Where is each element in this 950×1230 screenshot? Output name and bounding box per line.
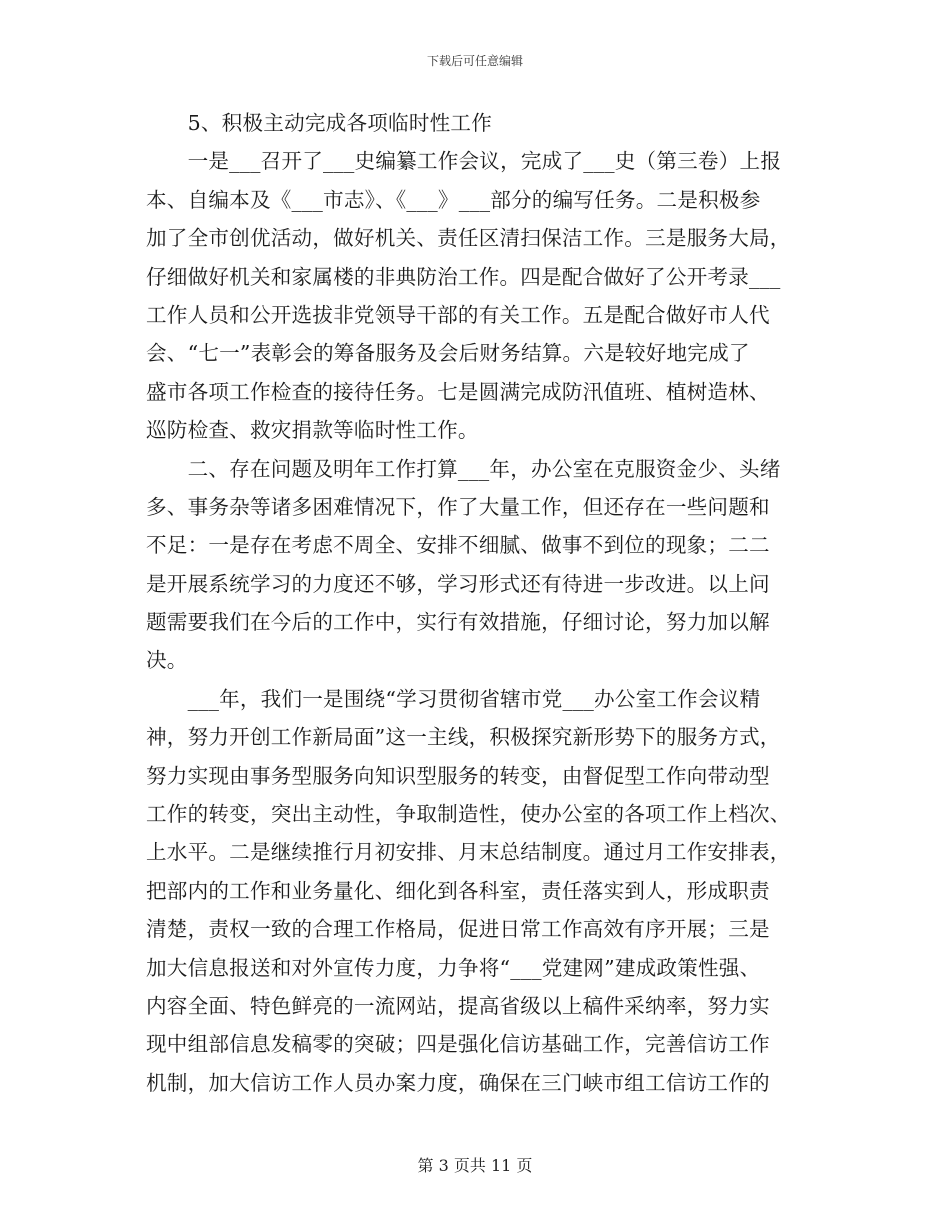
text-line: 巡防检查、救灾捐款等临时性工作。 <box>146 418 479 443</box>
text-line: 把部内的工作和业务量化、细化到各科室，责任落实到人，形成职责 <box>146 878 770 903</box>
text-line: 盛市各项工作检查的接待任务。七是圆满完成防汛值班、植树造林、 <box>146 379 770 404</box>
text-line: 不足：一是存在考虑不周全、安排不细腻、做事不到位的现象；二二 <box>146 533 770 558</box>
text-line: 加大信息报送和对外宣传力度，力争将“___党建网”建成政策性强、 <box>146 955 761 980</box>
text-line: 多、事务杂等诸多困难情况下，作了大量工作，但还存在一些问题和 <box>146 494 770 519</box>
text-line: 二、存在问题及明年工作打算___年，办公室在克服资金少、头绪 <box>146 456 781 481</box>
text-line: 决。 <box>146 648 188 673</box>
text-line: 题需要我们在今后的工作中，实行有效措施，仔细讨论，努力加以解 <box>146 610 770 635</box>
text-line: 上水平。二是继续推行月初安排、月末总结制度。通过月工作安排表， <box>146 840 791 865</box>
text-line: 工作人员和公开选拔非党领导干部的有关工作。五是配合做好市人代 <box>146 302 770 327</box>
text-line: 加了全市创优活动，做好机关、责任区清扫保洁工作。三是服务大局， <box>146 226 791 251</box>
text-line: 机制，加大信访工作人员办案力度，确保在三门峡市组工信访工作的 <box>146 1070 770 1095</box>
text-line: 是开展系统学习的力度还不够，学习形式还有待进一步改进。以上问 <box>146 571 770 596</box>
text-line: 工作的转变，突出主动性，争取制造性，使办公室的各项工作上档次、 <box>146 802 791 827</box>
text-line: 本、自编本及《___市志》、《___》___部分的编写任务。二是积极参 <box>146 187 761 212</box>
page-header: 下载后可任意编辑 <box>426 54 523 68</box>
text-line: 仔细做好机关和家属楼的非典防治工作。四是配合做好了公开考录___ <box>146 264 781 289</box>
text-line: 会、“七一”表彰会的筹备服务及会后财务结算。六是较好地完成了 <box>146 341 750 366</box>
text-line: 神，努力开创工作新局面”这一主线，积极探究新形势下的服务方式， <box>146 725 781 750</box>
text-line: 现中组部信息发稿零的突破；四是强化信访基础工作，完善信访工作 <box>146 1032 770 1057</box>
text-line: 5、积极主动完成各项临时性工作 <box>146 111 493 135</box>
page-footer: 第 3 页共 11 页 <box>417 1156 533 1175</box>
text-line: ___年，我们一是围绕“学习贯彻省辖市党___办公室工作会议精 <box>146 686 761 711</box>
text-line: 内容全面、特色鲜亮的一流网站，提高省级以上稿件采纳率，努力实 <box>146 993 770 1018</box>
text-line: 清楚，责权一致的合理工作格局，促进日常工作高效有序开展；三是 <box>146 917 770 942</box>
text-line: 努力实现由事务型服务向知识型服务的转变，由督促型工作向带动型 <box>146 763 770 788</box>
text-line: 一是___召开了___史编纂工作会议，完成了___史（第三卷）上报 <box>146 149 782 174</box>
document-body <box>146 104 808 1102</box>
